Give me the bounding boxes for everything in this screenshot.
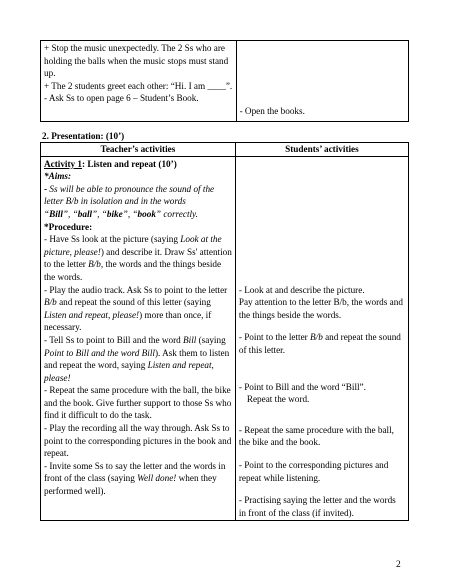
students-gap xyxy=(239,357,405,381)
warmup-teacher-cell xyxy=(41,41,237,122)
teacher-step-3 xyxy=(44,334,232,384)
step-1-part-c: ) and describe it. Draw Ss' attention to the letter xyxy=(44,246,232,270)
teacher-step-4: - Repeat the same procedure with the ball, the bike and the book. Give further support to those Ss who find it difficult to do the task. xyxy=(44,385,232,421)
warmup-line-1: + Stop the music unexpectedly. The 2 Ss who are holding the balls when the music stops must stand up. xyxy=(44,43,229,79)
warmup-student-line: - Open the books. xyxy=(239,106,305,117)
activity-title: : Listen and repeat (10’) xyxy=(82,158,177,169)
activity-heading xyxy=(44,158,232,171)
step-3-part-e: ). Ask them to listen and repeat the word, saying xyxy=(44,347,230,371)
word-bike: bike xyxy=(106,208,123,219)
procedure-label: *Procedure: xyxy=(44,221,93,232)
students-activities-cell xyxy=(235,156,408,521)
step-2-part-b: B/b xyxy=(44,297,57,308)
student-2-part-b: B/b xyxy=(310,332,323,343)
step-2-part-d: Listen and repeat, please! xyxy=(44,309,140,320)
student-step-4: - Repeat the same procedure with the ball, the bike and the book. xyxy=(238,424,394,448)
students-gap xyxy=(239,321,405,331)
word-bill: Bill xyxy=(49,208,63,219)
quote-sep-3: ”, “ xyxy=(122,208,138,219)
quote-end: ” correctly. xyxy=(155,208,198,219)
students-gap xyxy=(239,406,405,424)
student-step-6: - Practising saying the letter and the words in front of the class (if invited). xyxy=(238,495,396,518)
warmup-line-2: + The 2 students greet each other: “Hi. I am ____”. xyxy=(44,80,233,91)
step-6-part-a: - Invite some Ss to say the letter and the words in front of the class (saying xyxy=(44,460,226,484)
activity-label: Activity 1 xyxy=(44,158,83,169)
section-title: 2. Presentation: (10’) xyxy=(42,131,125,141)
aims-label: *Aims: xyxy=(44,171,72,182)
step-3-part-f: Listen and repeat, please! xyxy=(44,360,214,383)
student-step-1a: - Look at and describe the picture. xyxy=(238,284,365,295)
step-3-part-b: Bill xyxy=(183,334,197,345)
student-step-1b: Pay attention to the letter B/b, the words and the things beside the words. xyxy=(238,297,403,320)
step-2-part-e: ) more than once, if necessary. xyxy=(44,309,212,333)
step-1-part-e: , the words and the things beside the words. xyxy=(44,259,222,282)
step-1-part-d: B/b xyxy=(88,259,101,270)
teacher-step-2 xyxy=(44,284,232,334)
step-3-part-c: (saying xyxy=(196,334,226,345)
student-step-3b: Repeat the word. xyxy=(246,394,310,405)
teacher-step-6 xyxy=(44,460,232,498)
students-gap xyxy=(239,484,405,494)
student-2-part-c: and repeat the sound of this letter. xyxy=(238,332,401,355)
students-gap xyxy=(239,449,405,459)
students-header: Students’ activities xyxy=(235,143,408,157)
teacher-step-5: - Play the recording all the way through. Ask Ss to point to the corresponding pictures in the book and repeat. xyxy=(44,423,232,459)
student-step-3a: - Point to Bill and the word “Bill”. xyxy=(238,381,366,392)
student-2-part-a: - Point to the letter xyxy=(238,332,311,343)
warmup-students-cell xyxy=(236,41,408,122)
step-6-part-c: when they performed well). xyxy=(44,473,217,497)
aims-body: Ss will be able to pronounce the sound of the letter B/b in isolation and in the words xyxy=(44,183,215,207)
page-number: 2 xyxy=(396,560,401,570)
quote-sep-2: ”, “ xyxy=(92,208,107,219)
warmup-line-3: - Ask Ss to open page 6 – Student’s Book. xyxy=(44,93,199,104)
aims-words xyxy=(44,208,232,221)
step-2-part-a: - Play the audio track. Ask Ss to point to the letter xyxy=(44,284,228,295)
quote-sep-1: ”, “ xyxy=(62,208,78,219)
step-6-part-b: Well done! xyxy=(137,473,177,484)
presentation-table xyxy=(40,142,409,521)
teacher-header: Teacher’s activities xyxy=(41,143,236,157)
aims-dash: - xyxy=(44,183,50,194)
word-ball: ball xyxy=(77,208,93,219)
word-book: book xyxy=(137,208,156,219)
students-spacer xyxy=(239,158,405,284)
warmup-table xyxy=(40,40,409,122)
teacher-activities-cell xyxy=(41,156,236,521)
student-step-2 xyxy=(239,331,405,356)
quote-open: “ xyxy=(44,208,50,219)
step-1-part-a: - Have Ss look at the picture (saying xyxy=(44,234,181,245)
teacher-step-1 xyxy=(44,233,232,283)
student-step-5: - Point to the corresponding pictures and repeat while listening. xyxy=(238,459,389,483)
aims-text xyxy=(44,183,232,208)
step-2-part-c: and repeat the sound of this letter (saying xyxy=(56,297,211,308)
step-1-part-b: Look at the picture, please! xyxy=(44,234,222,257)
step-3-part-d: Point to Bill and the word Bill xyxy=(44,347,155,358)
step-3-part-a: - Tell Ss to point to Bill and the word xyxy=(44,334,184,345)
